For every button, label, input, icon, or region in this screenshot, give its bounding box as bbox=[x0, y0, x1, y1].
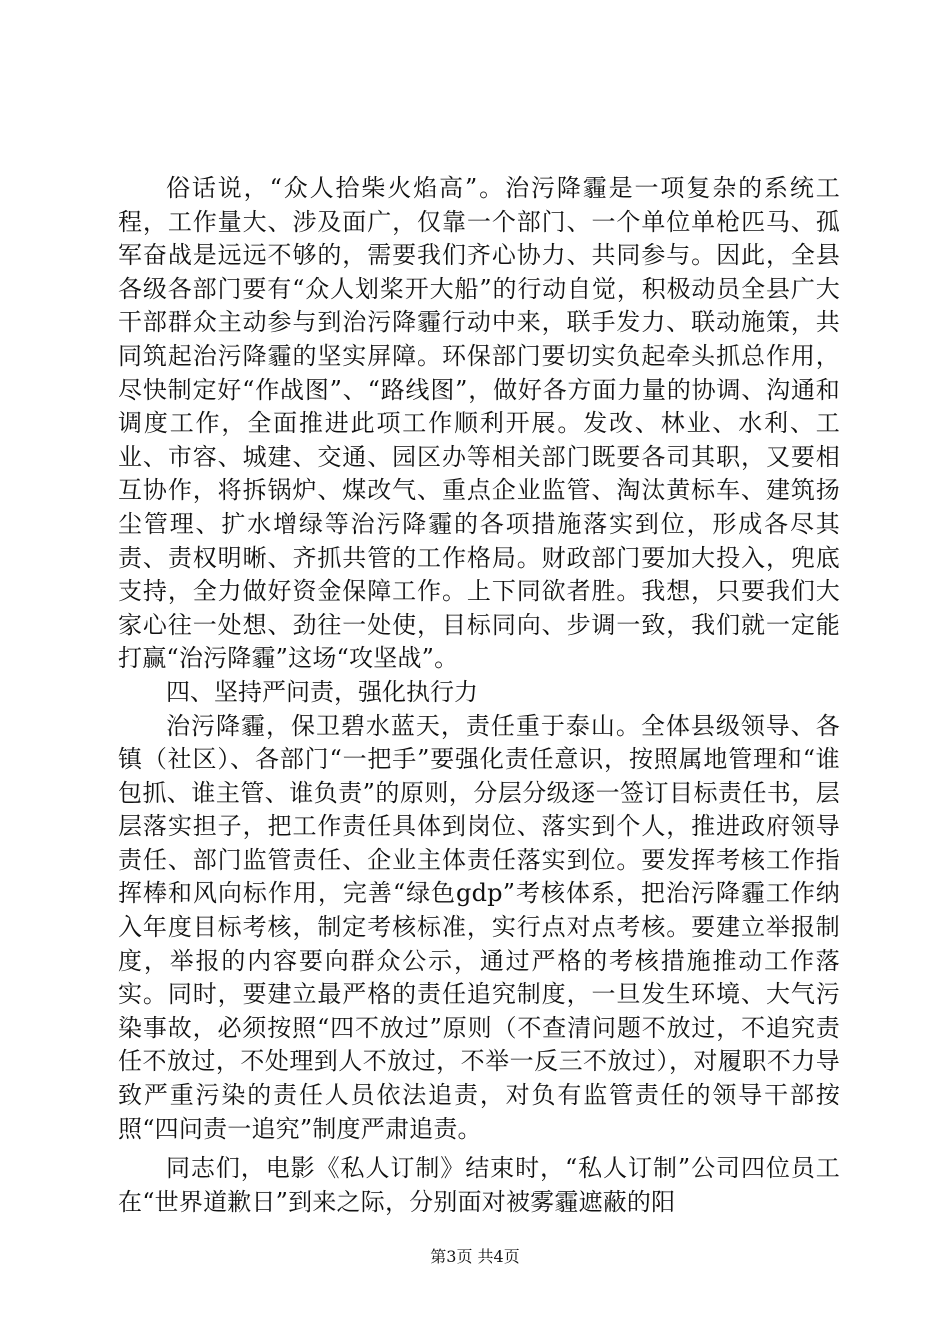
document-body bbox=[118, 172, 840, 1219]
paragraph-accountability: 治污降霾，保卫碧水蓝天，责任重于泰山。全体县级领导、各镇（社区）、各部门“一把手”要强化责任意识，按照属地管理和“谁包抓、谁主管、谁负责”的原则，分层分级逐一签订目标责任书，层层落实担子，把工作责任具体到岗位、落实到个人，推进政府领导责任、部门监管责任、企业主体责任落实到位。要发挥考核工作指挥棒和风向标作用，完善“绿色gdp”考核体系，把治污降霾工作纳入年度目标考核，制定考核标准，实行点对点考核。要建立举报制度，举报的内容要向群众公示，通过严格的考核措施推动工作落实。同时，要建立最严格的责任追究制度，一旦发生环境、大气污染事故，必须按照“四不放过”原则（不查清问题不放过，不追究责任不放过，不处理到人不放过，不举一反三不放过），对履职不力导致严重污染的责任人员依法追责，对负有监管责任的领导干部按照“四问责一追究”制度严肃追责。 bbox=[118, 711, 840, 1143]
page-footer: 第3页 共4页 bbox=[430, 1247, 520, 1266]
paragraph-closing: 同志们，电影《私人订制》结束时，“私人订制”公司四位员工在“世界道歉日”到来之际，分别面对被雾霾遮蔽的阳 bbox=[118, 1154, 840, 1216]
section-heading: 四、坚持严问责，强化执行力 bbox=[166, 677, 478, 706]
paragraph-cooperation: 俗话说，“众人拾柴火焰高”。治污降霾是一项复杂的系统工程，工作量大、涉及面广，仅靠一个部门、一个单位单枪匹马、孤军奋战是远远不够的，需要我们齐心协力、共同参与。因此，全县各级各部门要有“众人划桨开大船”的行动自觉，积极动员全县广大干部群众主动参与到治污降霾行动中来，联手发力、联动施策，共同筑起治污降霾的坚实屏障。环保部门要切实负起牵头抓总作用，尽快制定好“作战图”、“路线图”，做好各方面力量的协调、沟通和调度工作，全面推进此项工作顺利开展。发改、林业、水利、工业、市容、城建、交通、园区办等相关部门既要各司其职，又要相互协作，将拆锅炉、煤改气、重点企业监管、淘汰黄标车、建筑扬尘管理、扩水增绿等治污降霾的各项措施落实到位，形成各尽其责、责权明晰、齐抓共管的工作格局。财政部门要加大投入，兜底支持，全力做好资金保障工作。上下同欲者胜。我想，只要我们大家心往一处想、劲往一处使，目标同向、步调一致，我们就一定能打赢“治污降霾”这场“攻坚战”。 bbox=[118, 174, 840, 673]
